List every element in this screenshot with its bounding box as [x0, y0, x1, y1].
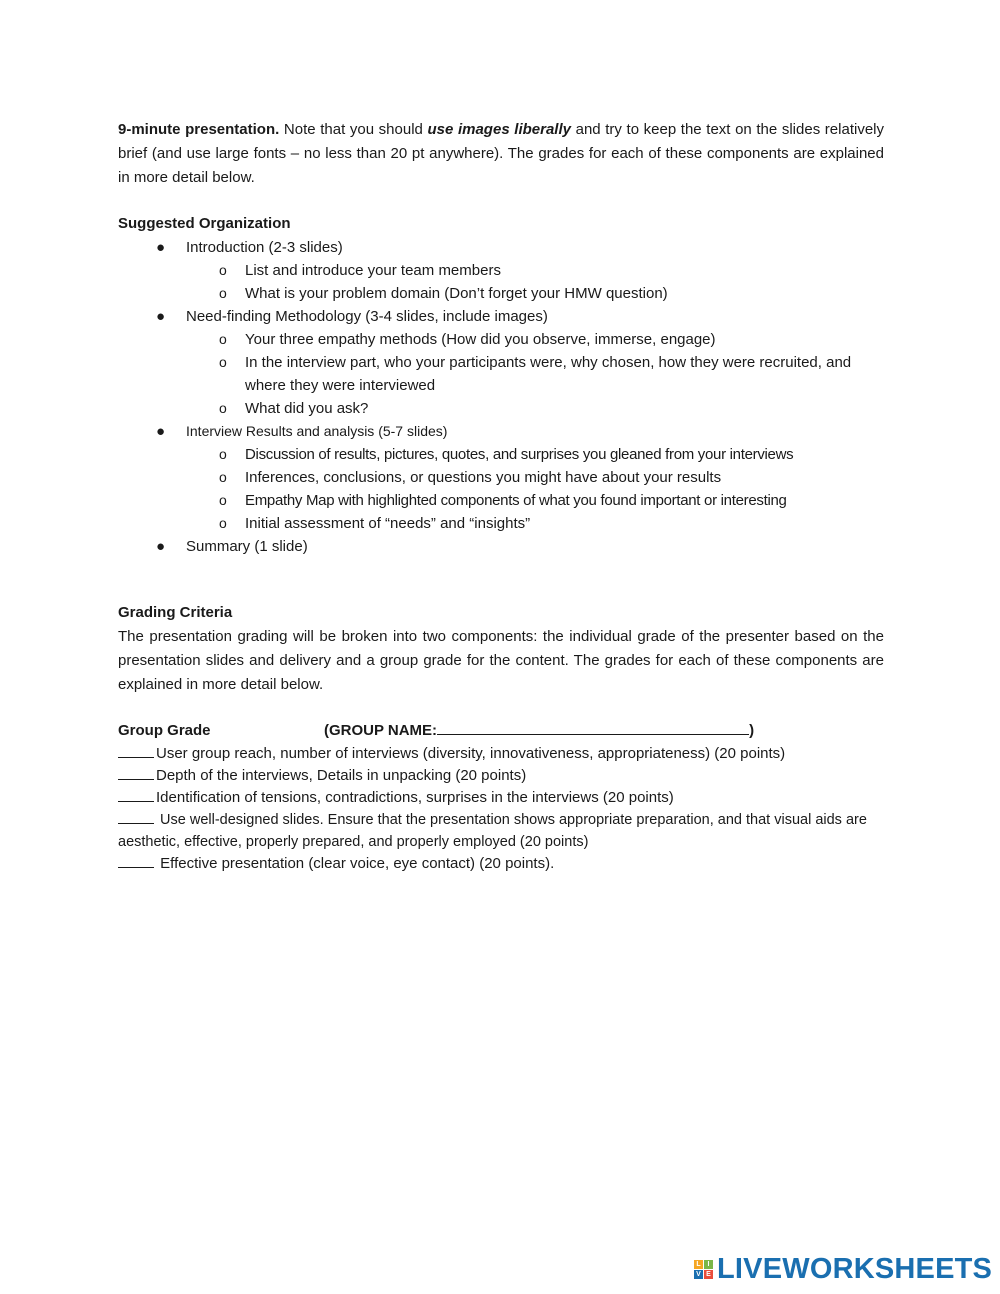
- sub-list-item: [186, 351, 884, 397]
- score-blank[interactable]: [118, 743, 154, 758]
- circle-bullet-icon: o: [219, 515, 227, 531]
- logo-text: LIVEWORKSHEETS: [717, 1252, 993, 1285]
- circle-bullet-icon: o: [219, 285, 227, 301]
- group-grade-label: Group Grade: [118, 722, 211, 739]
- liveworksheets-logo[interactable]: [694, 1254, 992, 1284]
- bullet-icon: ●: [156, 308, 166, 325]
- logo-mark-icon: [694, 1260, 713, 1279]
- grading-paragraph: The presentation grading will be broken into two components: the individual grade of the presenter based on the presentation slides and delivery and a group grade for the content. The grades for each of these components are explained in more detail below.: [118, 628, 884, 693]
- list-item: [118, 420, 884, 535]
- circle-bullet-icon: o: [219, 331, 227, 347]
- list-item-label: Introduction (2-3 slides): [186, 239, 343, 256]
- sub-list-item: [186, 282, 884, 305]
- sub-list-item-label: What did you ask?: [245, 400, 369, 417]
- sub-list-item-label: In the interview part, who your participants were, why chosen, how they were recruited, and where they were interviewed: [245, 354, 852, 394]
- bullet-icon: ●: [156, 239, 166, 256]
- sub-list-item-label: What is your problem domain (Don’t forget your HMW question): [245, 285, 668, 302]
- score-blank[interactable]: [118, 765, 154, 780]
- group-grade-header: [118, 719, 884, 743]
- circle-bullet-icon: o: [219, 262, 227, 278]
- criterion-row: [118, 853, 884, 875]
- sub-list-item-label: Your three empathy methods (How did you observe, immerse, engage): [245, 331, 716, 348]
- sub-list-item: [186, 259, 884, 282]
- circle-bullet-icon: o: [219, 492, 227, 508]
- list-item-label: Need-finding Methodology (3-4 slides, include images): [186, 308, 548, 325]
- criterion-row: [118, 787, 884, 809]
- sub-list-item-label: Inferences, conclusions, or questions you might have about your results: [245, 469, 722, 486]
- sub-list-item: [186, 397, 884, 420]
- organization-title: Suggested Organization: [118, 215, 291, 232]
- criterion-row: [118, 809, 884, 853]
- organization-list: [118, 236, 884, 558]
- list-item-label: Summary (1 slide): [186, 538, 308, 555]
- sub-list-item: [186, 466, 884, 489]
- logo-mark-letter: E: [704, 1270, 713, 1279]
- circle-bullet-icon: o: [219, 446, 227, 462]
- intro-paragraph: [118, 118, 884, 190]
- sub-list-item-label: Initial assessment of “needs” and “insights”: [245, 515, 531, 532]
- group-name-close: ): [749, 722, 755, 739]
- bullet-icon: ●: [156, 423, 166, 440]
- criterion-text: Effective presentation (clear voice, eye contact) (20 points).: [156, 855, 555, 872]
- criterion-text: Depth of the interviews, Details in unpacking (20 points): [156, 767, 527, 784]
- sub-list-item: [186, 512, 884, 535]
- intro-bold-lead: 9-minute presentation.: [118, 121, 280, 138]
- bullet-icon: ●: [156, 538, 166, 555]
- list-item: [118, 236, 884, 305]
- list-item: [118, 535, 884, 558]
- score-blank[interactable]: [118, 853, 154, 868]
- circle-bullet-icon: o: [219, 400, 227, 416]
- intro-text-b: and try to keep the text on the slides relatively brief (and use large fonts – no less than 20 pt anywhere). The grades for each of these components are explained in more detail below.: [118, 121, 884, 186]
- sub-list-item: [186, 328, 884, 351]
- logo-mark-letter: L: [694, 1260, 703, 1269]
- logo-mark-letter: V: [694, 1270, 703, 1279]
- criterion-text: Use well-designed slides. Ensure that the presentation shows appropriate preparation, and that visual aids are aesthetic, effective, properly prepared, and properly employed (20 points): [118, 812, 867, 850]
- group-name-blank[interactable]: [437, 720, 749, 735]
- circle-bullet-icon: o: [219, 469, 227, 485]
- logo-mark-letter: I: [704, 1260, 713, 1269]
- criterion-text: User group reach, number of interviews (diversity, innovativeness, appropriateness) (20 points): [156, 745, 786, 762]
- score-blank[interactable]: [118, 787, 154, 802]
- sub-list-item: [186, 489, 884, 512]
- intro-emphasis: use images liberally: [427, 121, 571, 138]
- sub-list-item-label: Discussion of results, pictures, quotes, and surprises you gleaned from your interviews: [245, 446, 794, 463]
- grading-title: Grading Criteria: [118, 604, 233, 621]
- list-item: [118, 305, 884, 420]
- list-item-label: Interview Results and analysis (5-7 slides): [186, 423, 448, 439]
- score-blank[interactable]: [118, 809, 154, 824]
- intro-text-a: Note that you should: [279, 121, 428, 138]
- circle-bullet-icon: o: [219, 354, 227, 370]
- criterion-text: Identification of tensions, contradictions, surprises in the interviews (20 points): [156, 789, 674, 806]
- sub-list-item-label: Empathy Map with highlighted components of what you found important or interesting: [245, 492, 787, 509]
- criterion-row: [118, 743, 884, 765]
- document-page: [118, 118, 884, 875]
- sub-list-item-label: List and introduce your team members: [245, 262, 501, 279]
- sub-list-item: [186, 443, 884, 466]
- group-name-label: (GROUP NAME:: [324, 722, 438, 739]
- criterion-row: [118, 765, 884, 787]
